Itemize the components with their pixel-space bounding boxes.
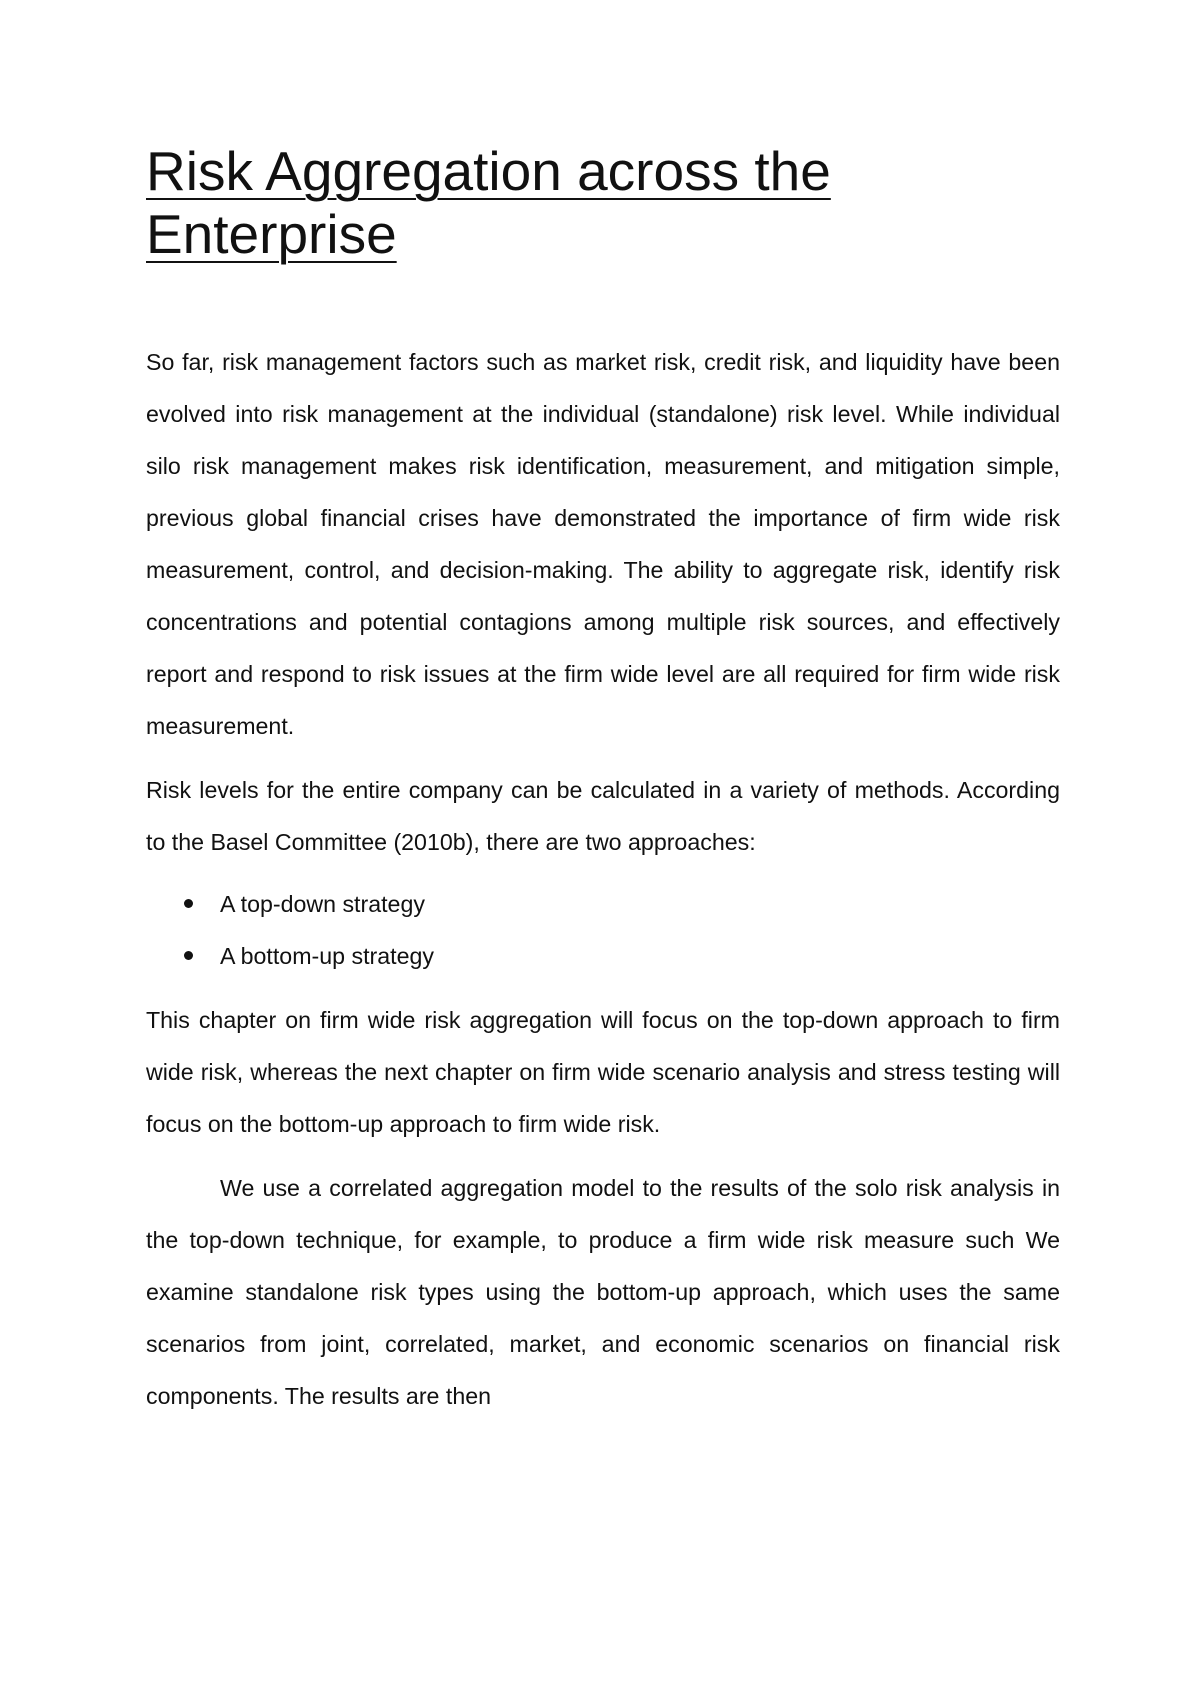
document-title: Risk Aggregation across the Enterprise — [146, 140, 831, 265]
paragraph-chapter-focus: This chapter on firm wide risk aggregation will focus on the top-down approach to firm wide risk, whereas the next chapter on firm wide scenario analysis and stress testing will focus on the bottom-up approach to firm wide risk. — [146, 1007, 1060, 1137]
document-page — [146, 140, 1060, 1422]
list-item — [146, 930, 1060, 982]
list-item-text: A bottom-up strategy — [220, 943, 434, 969]
paragraph-methods: Risk levels for the entire company can be calculated in a variety of methods. According to the Basel Committee (2010b), there are two approaches: — [146, 777, 1060, 855]
approaches-list — [146, 878, 1060, 982]
bullet-icon — [184, 951, 193, 960]
bullet-icon — [184, 899, 193, 908]
paragraph-intro: So far, risk management factors such as market risk, credit risk, and liquidity have been evolved into risk management at the individual (standalone) risk level. While individual silo risk management makes risk identification, measurement, and mitigation simple, previous global financial crises have demonstrated the importance of firm wide risk measurement, control, and decision-making. The ability to aggregate risk, identify risk concentrations and potential contagions among multiple risk sources, and effectively report and respond to risk issues at the firm wide level are all required for firm wide risk measurement. — [146, 349, 1060, 739]
list-item-text: A top-down strategy — [220, 891, 425, 917]
paragraph-aggregation-model: We use a correlated aggregation model to the results of the solo risk analysis in the top-down technique, for example, to produce a firm wide risk measure such We examine standalone risk types using the bottom-up approach, which uses the same scenarios from joint, correlated, market, and economic scenarios on financial risk components. The results are then — [146, 1175, 1060, 1409]
list-item — [146, 878, 1060, 930]
